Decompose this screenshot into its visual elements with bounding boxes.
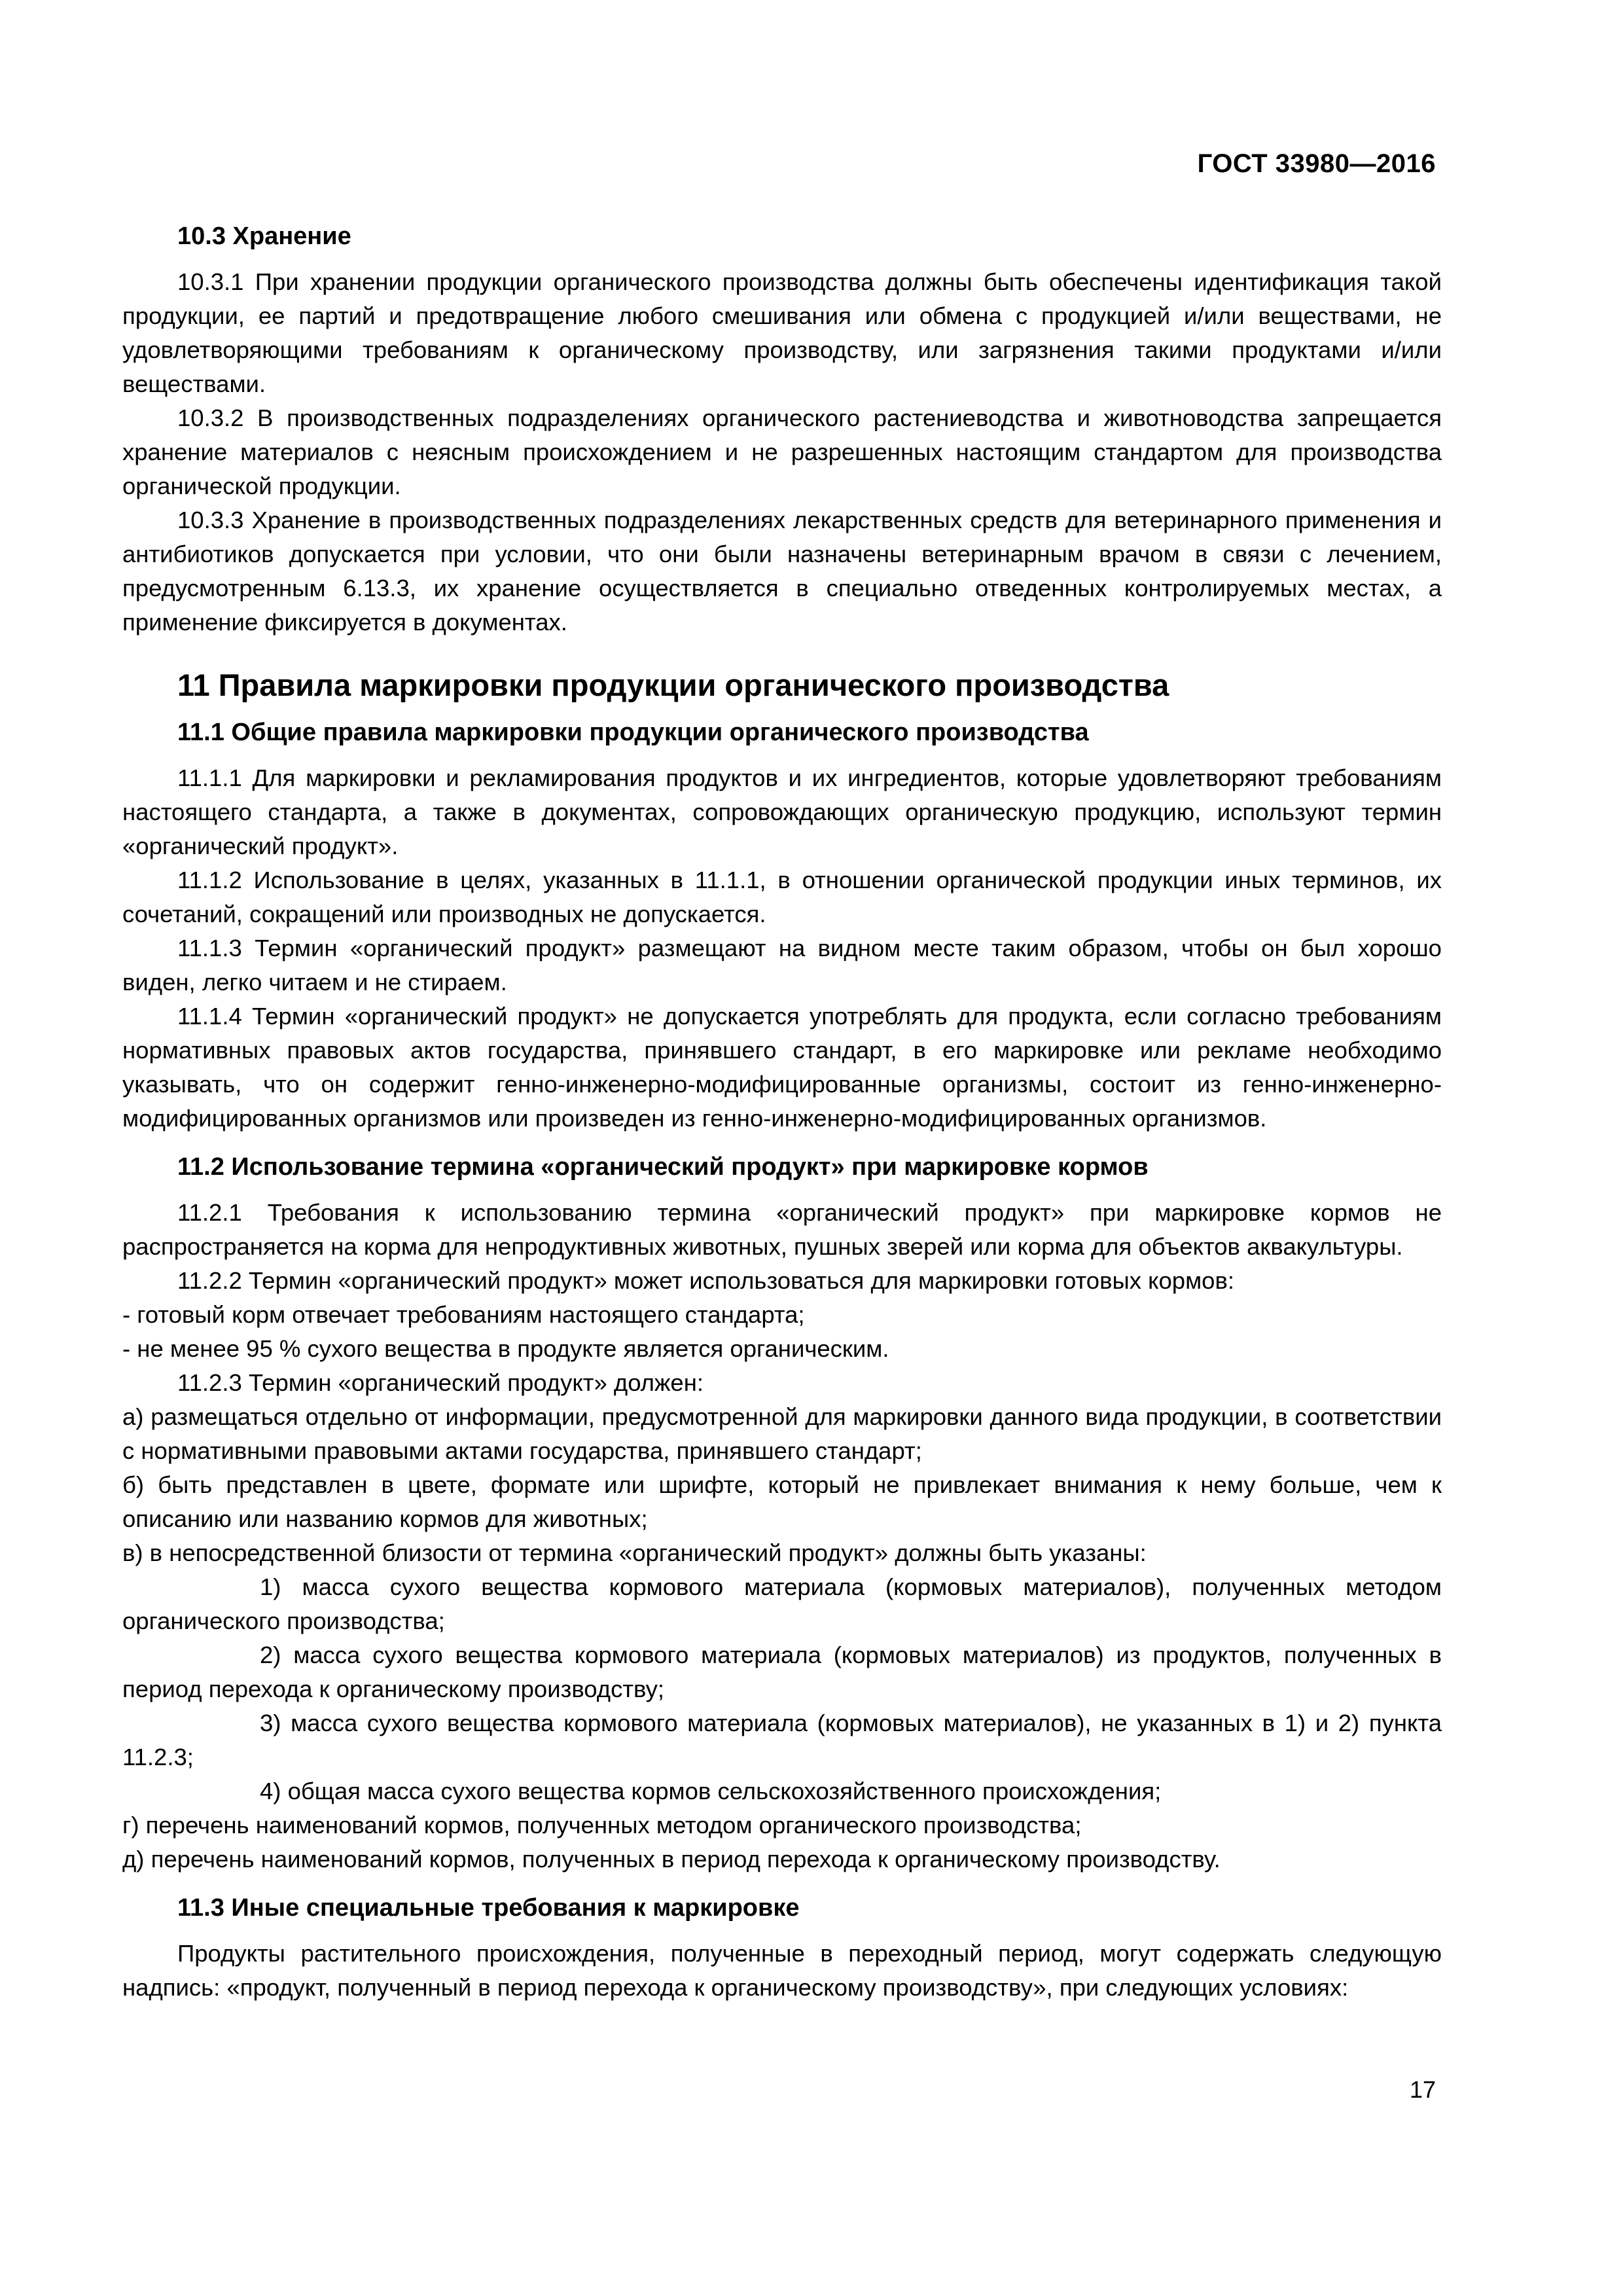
paragraph-11-2-2: 11.2.2 Термин «органический продукт» может использоваться для маркировки готовых кормов: xyxy=(177,1267,1235,1294)
paragraph-11-3-1: Продукты растительного происхождения, полученные в переходный период, могут содержать следующую надпись: «продукт, полученный в период перехода к органическому производству», при следующих условиях: xyxy=(122,1940,1442,2001)
paragraph-11-2-3: 11.2.3 Термин «органический продукт» должен: xyxy=(177,1369,704,1396)
list-item-b: б) быть представлен в цвете, формате или шрифте, который не привлекает внимания к нему больше, чем к описанию или названию кормов для животных; xyxy=(122,1471,1442,1532)
paragraph-10-3-3: 10.3.3 Хранение в производственных подразделениях лекарственных средств для ветеринарного применения и антибиотиков допускается при условии, что они были назначены ветеринарным врачом в связи с лечением, предусмотренным 6.13.3, их хранение осуществляется в специально отведенных контролируемых местах, а применение фиксируется в документах. xyxy=(122,507,1442,636)
paragraph-11-1-4: 11.1.4 Термин «органический продукт» не допускается употреблять для продукта, если согласно требованиям нормативных правовых актов государства, принявшего стандарт, в его маркировке или рекламе необходимо указывать, что он содержит генно-инженерно-модифицированные организмы, состоит из генно-инженерно-модифицированных организмов или произведен из генно-инженерно-модифицированных организмов. xyxy=(122,1003,1442,1132)
paragraph-11-1-3: 11.1.3 Термин «органический продукт» размещают на видном месте таким образом, чтобы он был хорошо виден, легко читаем и не стираем. xyxy=(122,935,1442,996)
list-item-v-1: 1) масса сухого вещества кормового материала (кормовых материалов), полученных методом органического производства; xyxy=(122,1573,1442,1634)
paragraph-11-1-2: 11.1.2 Использование в целях, указанных в 11.1.1, в отношении органической продукции иных терминов, их сочетаний, сокращений или производных не допускается. xyxy=(122,867,1442,927)
list-item-g: г) перечень наименований кормов, полученных методом органического производства; xyxy=(122,1812,1082,1839)
list-item-dash-2: - не менее 95 % сухого вещества в продукте является органическим. xyxy=(122,1335,889,1362)
paragraph-10-3-2: 10.3.2 В производственных подразделениях органического растениеводства и животноводства запрещается хранение материалов с неясным происхождением и не разрешенных настоящим стандартом для производства органической продукции. xyxy=(122,404,1442,499)
list-item-v-2: 2) масса сухого вещества кормового материала (кормовых материалов) из продуктов, полученных в период перехода к органическому производству; xyxy=(122,1641,1442,1702)
list-item-v-3: 3) масса сухого вещества кормового материала (кормовых материалов), не указанных в 1) и 2) пункта 11.2.3; xyxy=(122,1710,1442,1770)
page-number: 17 xyxy=(1409,2076,1436,2103)
page-content xyxy=(122,219,1442,2005)
paragraph-10-3-1: 10.3.1 При хранении продукции органического производства должны быть обеспечены идентификация такой продукции, ее партий и предотвращение любого смешивания или обмена с продукцией и/или веществами, не удовлетворяющими требованиям к органическому производству, или загрязнения такими продуктами и/или веществами. xyxy=(122,268,1442,397)
section-11-heading: 11 Правила маркировки продукции органического производства xyxy=(177,668,1169,702)
list-item-v-4: 4) общая масса сухого вещества кормов сельскохозяйственного происхождения; xyxy=(260,1778,1162,1804)
paragraph-11-1-1: 11.1.1 Для маркировки и рекламирования продуктов и их ингредиентов, которые удовлетворяют требованиям настоящего стандарта, а также в документах, сопровождающих органическую продукцию, используют термин «органический продукт». xyxy=(122,764,1442,859)
section-11-1-heading: 11.1 Общие правила маркировки продукции органического производства xyxy=(177,719,1089,746)
list-item-d: д) перечень наименований кормов, полученных в период перехода к органическому производству. xyxy=(122,1846,1221,1873)
document-code: ГОСТ 33980—2016 xyxy=(1197,149,1436,178)
list-item-dash-1: - готовый корм отвечает требованиям настоящего стандарта; xyxy=(122,1301,805,1328)
paragraph-11-2-1: 11.2.1 Требования к использованию термина «органический продукт» при маркировке кормов не распространяется на корма для непродуктивных животных, пушных зверей или корма для объектов аквакультуры. xyxy=(122,1199,1442,1260)
section-11-3-heading: 11.3 Иные специальные требования к маркировке xyxy=(177,1894,800,1922)
section-10-3-heading: 10.3 Хранение xyxy=(177,223,351,250)
section-11-2-heading: 11.2 Использование термина «органический продукт» при маркировке кормов xyxy=(177,1153,1149,1181)
list-item-a: а) размещаться отдельно от информации, предусмотренной для маркировки данного вида продукции, в соответствии с нормативными правовыми актами государства, принявшего стандарт; xyxy=(122,1403,1442,1464)
list-item-v: в) в непосредственной близости от термина «органический продукт» должны быть указаны: xyxy=(122,1539,1147,1566)
